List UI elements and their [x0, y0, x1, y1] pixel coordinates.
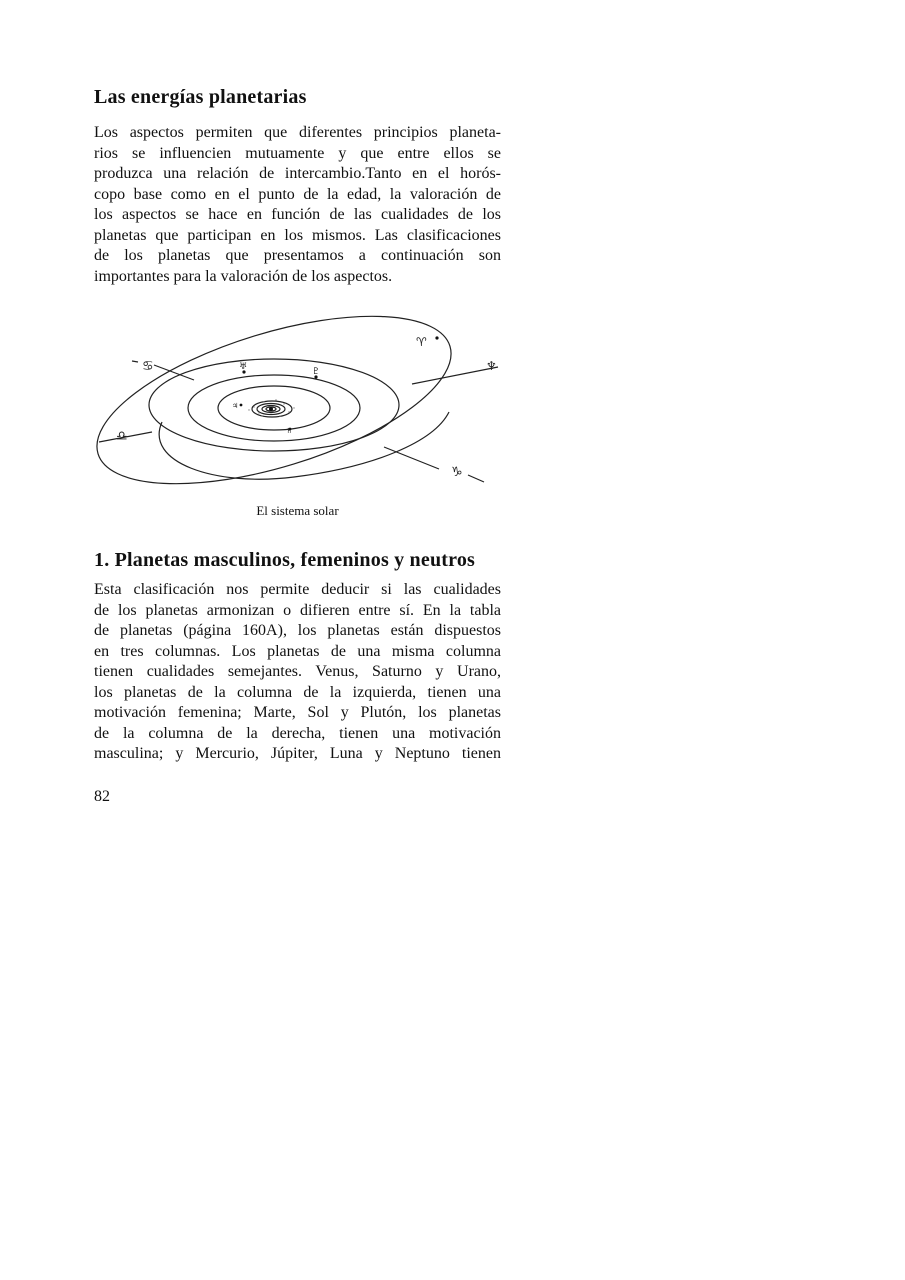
- intro-line: copo base como en el punto de la edad, la valoración de: [94, 185, 501, 203]
- intro-line: produzca una relación de intercambio.Tanto en el horós-: [94, 165, 501, 182]
- sun-mark: [269, 407, 273, 411]
- capricorn-symbol: ♑: [451, 465, 463, 480]
- jupiter-symbol: ♃: [232, 402, 239, 410]
- solar-system-figure: [94, 312, 501, 492]
- body-line: masculina; y Mercurio, Júpiter, Luna y Neptuno tienen: [94, 745, 501, 762]
- solar-system-diagram: [94, 312, 501, 492]
- saturn-symbol: ♄: [286, 427, 293, 435]
- intro-line: de los planetas que presentamos a continuación son: [94, 247, 501, 264]
- intro-paragraph: [94, 123, 501, 287]
- orbit-saturn: [188, 375, 360, 441]
- libra-symbol: ♎: [116, 429, 128, 444]
- intro-line: importantes para la valoración de los aspectos.: [94, 267, 393, 285]
- body-line: Esta clasificación nos permite deducir si las cualidades: [94, 581, 501, 598]
- body-line: motivación femenina; Marte, Sol y Plutón, los planetas: [94, 704, 501, 721]
- neptune-symbol: ♆: [486, 359, 497, 373]
- page-number: 82: [94, 788, 110, 805]
- intro-line: los aspectos se hace en función de las cualidades de los: [94, 206, 501, 223]
- planet-jupiter: [240, 404, 243, 407]
- body-line: en tres columnas. Los planetas de una misma columna: [94, 642, 501, 660]
- axis-capricorn: [384, 447, 439, 469]
- body-line: tienen cualidades semejantes. Venus, Saturno y Urano,: [94, 663, 501, 680]
- aries-symbol: ♈: [416, 335, 427, 349]
- planet-pluto: [435, 336, 438, 339]
- subsection-title: 1. Planetas masculinos, femeninos y neutros: [94, 549, 476, 571]
- uranus-symbol: ♅: [239, 362, 248, 372]
- section-title: Las energías planetarias: [94, 86, 307, 108]
- intro-line: Los aspectos permiten que diferentes principios planeta-: [94, 124, 501, 141]
- pluto-symbol: ♇: [312, 367, 321, 377]
- intro-line: rios se influencien mutuamente y que entre ellos se: [94, 144, 501, 162]
- body-paragraph: [94, 580, 501, 765]
- body-line: los planetas de la columna de la izquierda, tienen una: [94, 683, 501, 701]
- body-line: de planetas (página 160A), los planetas están dispuestos: [94, 622, 501, 639]
- figure-caption: El sistema solar: [256, 503, 339, 518]
- body-line: de los planetas armonizan o difieren entre sí. En la tabla: [94, 601, 501, 619]
- axis-cancer-end: [132, 361, 138, 362]
- axis-capricorn-end: [468, 475, 484, 482]
- intro-line: planetas que participan en los mismos. Las clasificaciones: [94, 226, 501, 244]
- body-line: de la columna de la derecha, tienen una motivación: [94, 724, 501, 742]
- ecliptic-disc-rim: [159, 412, 449, 479]
- cancer-symbol: ♋: [142, 359, 154, 374]
